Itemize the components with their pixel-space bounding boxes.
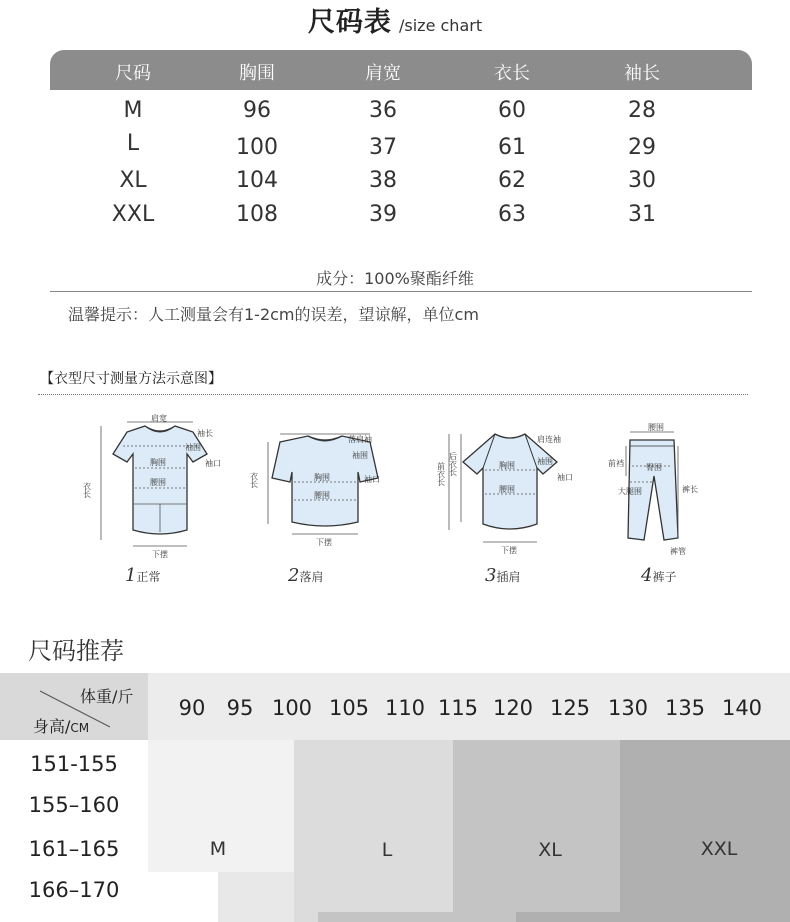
cell-chest: 96 [243, 98, 271, 123]
weight-value: 130 [607, 696, 649, 720]
size-row [50, 131, 752, 165]
label-rise: 前裆 [608, 459, 624, 468]
height-value: 166–170 [28, 878, 120, 902]
cell-length: 62 [498, 168, 526, 193]
height-label: 身高/CM [33, 717, 90, 736]
tshirt-raglan-icon [425, 412, 595, 562]
cell-shoulder: 37 [369, 135, 397, 160]
height-value: 151-155 [30, 752, 118, 776]
recommend-header [0, 673, 790, 740]
label-hem: 下摆 [501, 546, 517, 555]
diagram-raglan [425, 412, 595, 562]
size-label-xxl: XXL [700, 838, 738, 860]
cell-length: 63 [498, 202, 526, 227]
zone-xl [318, 912, 453, 922]
cell-chest: 104 [236, 168, 278, 193]
label-length: 衣长 [82, 482, 92, 498]
cell-length: 61 [498, 135, 526, 160]
weight-value: 105 [328, 696, 370, 720]
zone-l [294, 782, 318, 922]
label-chest: 胸围 [150, 458, 166, 467]
cell-shoulder: 39 [369, 202, 397, 227]
cell-sleeve: 31 [628, 202, 656, 227]
size-row [50, 96, 752, 130]
caption-drop-shoulder: 2落肩 [288, 565, 324, 586]
label-cuff: 袖口 [205, 459, 221, 468]
label-back-len: 后衣长 [448, 452, 458, 476]
cell-length: 60 [498, 98, 526, 123]
size-label-m: M [209, 838, 227, 860]
weight-value: 115 [437, 696, 479, 720]
cell-sleeve: 30 [628, 168, 656, 193]
weight-value: 125 [549, 696, 591, 720]
label-waist: 腰围 [499, 485, 515, 494]
title-zh: 尺码表 [307, 7, 392, 38]
diagram-pants [598, 412, 768, 562]
label-length: 衣长 [249, 472, 259, 488]
page-title [0, 0, 790, 40]
caption-normal: 1正常 [125, 565, 161, 586]
weight-value: 90 [178, 696, 206, 720]
cell-size: XL [119, 168, 147, 193]
weight-value: 110 [384, 696, 426, 720]
label-hem: 下摆 [316, 538, 332, 547]
header-sleeve: 袖长 [624, 63, 660, 84]
label-front-len: 前衣长 [436, 462, 446, 486]
cell-shoulder: 36 [369, 98, 397, 123]
label-cuff: 袖口 [364, 475, 380, 484]
cell-size: M [123, 98, 143, 123]
height-value: 155–160 [28, 793, 120, 817]
zone-xxl [516, 912, 620, 922]
label-sleeve-w: 袖围 [537, 457, 553, 466]
cell-size: XXL [111, 202, 155, 227]
label-cuff: 袖口 [557, 473, 573, 482]
tshirt-drop-shoulder-icon [240, 412, 410, 562]
weight-value: 120 [492, 696, 534, 720]
size-chart-header [50, 50, 752, 90]
header-chest: 胸围 [239, 63, 275, 84]
label-leg-open: 裤管 [670, 547, 686, 556]
weight-value: 140 [721, 696, 763, 720]
height-value: 161–165 [28, 837, 120, 861]
zone-xxl [620, 740, 790, 922]
header-shoulder: 肩宽 [365, 63, 401, 84]
label-shoulder: 肩宽 [151, 414, 167, 423]
zone-l [218, 872, 294, 922]
material-text: 成分：100%聚酯纤维 [316, 269, 474, 288]
label-waist: 腰围 [150, 478, 166, 487]
label-sleeve-w: 袖围 [185, 443, 201, 452]
header-size: 尺码 [115, 63, 151, 84]
tip-text: 温馨提示：人工测量会有1-2cm的误差，望谅解，单位cm [68, 305, 479, 324]
measure-title: 【衣型尺寸测量方法示意图】 [40, 371, 222, 387]
title-en: /size chart [399, 16, 483, 35]
cell-sleeve: 28 [628, 98, 656, 123]
divider [50, 291, 752, 292]
diagram-normal [75, 412, 245, 562]
weight-label: 体重/斤 [80, 687, 134, 706]
size-row [50, 166, 752, 200]
label-waist: 腰围 [648, 423, 664, 432]
label-hip: 臀围 [646, 463, 662, 472]
label-chest: 胸围 [499, 461, 515, 470]
tshirt-normal-icon [75, 412, 245, 562]
zone-blank [148, 872, 218, 922]
label-waist: 腰围 [314, 491, 330, 500]
label-drop-sleeve: 落肩袖 [348, 435, 372, 444]
label-hem: 下摆 [152, 550, 168, 559]
caption-pants: 4裤子 [641, 565, 677, 586]
cell-size: L [126, 131, 140, 156]
zone-xl [453, 740, 620, 922]
diagram-drop-shoulder [240, 412, 410, 562]
dotted-divider [38, 394, 748, 395]
weight-value: 95 [226, 696, 254, 720]
cell-sleeve: 29 [628, 135, 656, 160]
size-label-l: L [381, 839, 393, 861]
weight-value: 135 [664, 696, 706, 720]
label-chest: 胸围 [314, 473, 330, 482]
size-label-xl: XL [538, 839, 562, 861]
recommend-title: 尺码推荐 [28, 637, 124, 665]
size-row [50, 200, 752, 234]
label-thigh: 大腿围 [618, 487, 642, 496]
cell-chest: 100 [236, 135, 278, 160]
pants-icon [598, 412, 768, 562]
label-raglan: 肩连袖 [537, 435, 561, 444]
label-pant-len: 裤长 [682, 485, 698, 494]
caption-raglan: 3插肩 [485, 565, 521, 586]
label-sleeve-len: 袖长 [197, 429, 213, 438]
cell-chest: 108 [236, 202, 278, 227]
header-corner [0, 673, 148, 740]
header-length: 衣长 [494, 63, 530, 84]
weight-value: 100 [271, 696, 313, 720]
label-sleeve-w: 袖围 [352, 451, 368, 460]
cell-shoulder: 38 [369, 168, 397, 193]
